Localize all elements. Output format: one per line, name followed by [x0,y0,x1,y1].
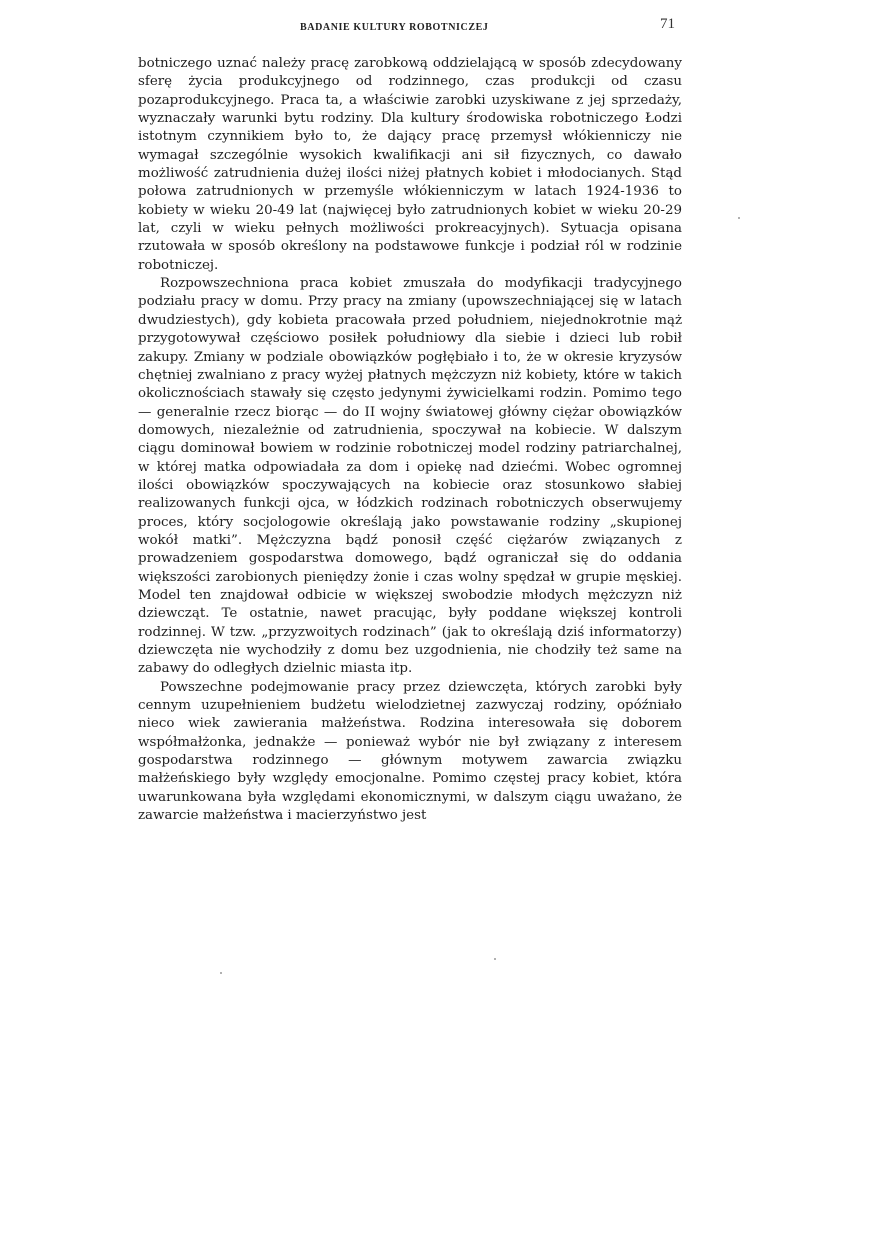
scan-speck [494,958,496,960]
paragraph-3: Powszechne podejmowanie pracy przez dziewczęta, których zarobki były cennym uzupełnieniem budżetu wielodzietnej zazwyczaj rodziny, opóźniało nieco wiek zawierania małżeństwa. Rodzina interesowała się doborem współmałżonka, jednakże — ponieważ wybór nie był związany z interesem gospodarstwa rodzinnego — głównym motywem zawarcia związku małżeńskiego były względy emocjonalne. Pomimo częstej pracy kobiet, która uwarunkowana była względami ekonomicznymi, w dalszym ciągu uważano, że zawarcie małżeństwa i macierzyństwo jest [138,679,682,824]
scan-speck [738,217,740,219]
paragraph-2: Rozpowszechniona praca kobiet zmuszała do modyfikacji tradycyjnego podziału pracy w domu. Przy pracy na zmiany (upowszechniającej się w latach dwudziestych), gdy kobieta pracowała przed południem, niejednokrotnie mąż przygotowywał częściowo posiłek południowy dla siebie i dzieci lub robił zakupy. Zmiany w podziale obowiązków pogłębiało i to, że w okresie kryzysów chętniej zwalniano z pracy wyżej płatnych mężczyzn niż kobiety, które w takich okolicznościach stawały się często jedynymi żywicielkami rodzin. Pomimo tego — generalnie rzecz biorąc — do II wojny światowej główny ciężar obowiązków domowych, niezależnie od zatrudnienia, spoczywał na kobiecie. W dalszym ciągu dominował bowiem w rodzinie robotniczej model rodziny patriarchalnej, w której matka odpowiadała za dom i opiekę nad dziećmi. Wobec ogromnej ilości obowiązków spoczywających na kobiecie oraz stosunkowo słabiej realizowanych funkcji ojca, w łódzkich rodzinach robotniczych obserwujemy proces, który socjologowie określają jako powstawanie rodziny „skupionej wokół matki”. Mężczyzna bądź ponosił część ciężarów związanych z prowadzeniem gospodarstwa domowego, bądź ograniczał się do oddania większości zarobionych pieniędzy żonie i czas wolny spędzał w grupie męskiej. Model ten znajdował odbicie w większej swobodzie młodych mężczyzn niż dziewcząt. Te ostatnie, nawet pracując, były poddane większej kontroli rodzinnej. W tzw. „przyzwoitych rodzinach” (jak to określają dziś informatorzy) dziewczęta nie wychodziły z domu bez uzgodnienia, nie chodziły też same na zabawy do odległych dzielnic miasta itp. [138,276,682,677]
page-number: 71 [660,16,675,32]
running-header: BADANIE KULTURY ROBOTNICZEJ [300,22,489,33]
body-text [138,55,682,825]
scan-speck [220,972,222,974]
paragraph-1: botniczego uznać należy pracę zarobkową oddzielającą w sposób zdecydowany sferę życia produkcyjnego od rodzinnego, czas produkcji od czasu pozaprodukcyjnego. Praca ta, a właściwie zarobki uzyskiwane z jej sprzedaży, wyznaczały warunki bytu rodziny. Dla kultury środowiska robotniczego Łodzi istotnym czynnikiem było to, że dający pracę przemysł włókienniczy nie wymagał szczególnie wysokich kwalifikacji ani sił fizycznych, co dawało możliwość zatrudnienia dużej ilości niżej płatnych kobiet i młodocianych. Stąd połowa zatrudnionych w przemyśle włókienniczym w latach 1924-1936 to kobiety w wieku 20-49 lat (najwięcej było zatrudnionych kobiet w wieku 20-29 lat, czyli w wieku pełnych możliwości prokreacyjnych). Sytuacja opisana rzutowała w sposób określony na podstawowe funkcje i podział ról w rodzinie robotniczej. [138,56,682,273]
